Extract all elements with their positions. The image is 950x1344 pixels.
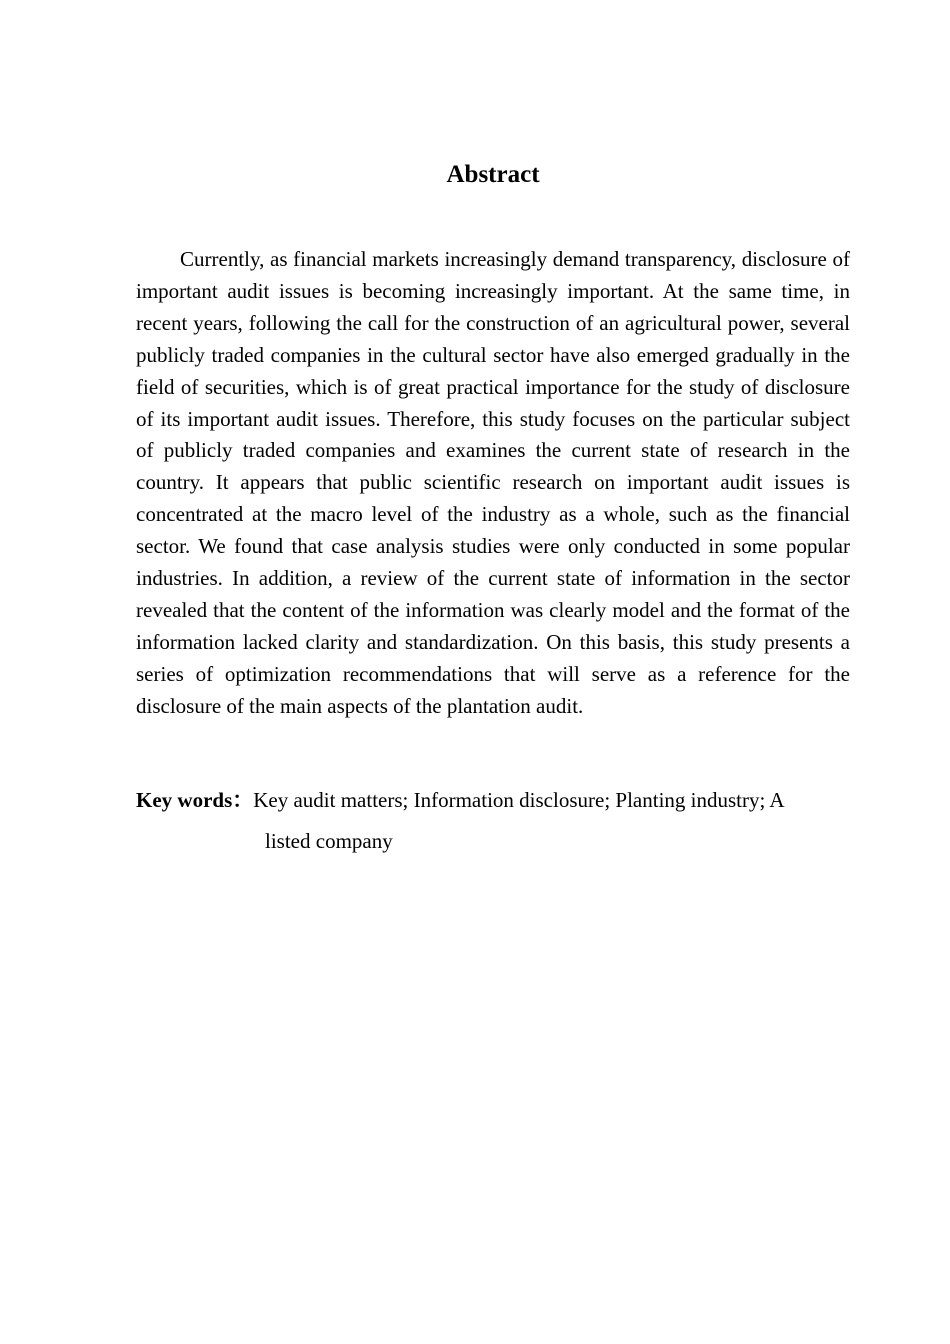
keywords-list-continued: listed company xyxy=(265,829,393,853)
abstract-paragraph: Currently, as financial markets increasingly demand transparency, disclosure of important audit issues is becoming increasingly important. At the same time, in recent years, following the call for the construction of an agricultural power, several publicly traded companies in the cultural sector have also emerged gradually in the field of securities, which is of great practical importance for the study of disclosure of its important audit issues. Therefore, this study focuses on the particular subject of publicly traded companies and examines the current state of research in the country. It appears that public scientific research on important audit issues is concentrated at the macro level of the industry as a whole, such as the financial sector. We found that case analysis studies were only conducted in some popular industries. In addition, a review of the current state of information in the sector revealed that the content of the information was clearly model and the format of the information lacked clarity and standardization. On this basis, this study presents a series of optimization recommendations that will serve as a reference for the disclosure of the main aspects of the plantation audit. xyxy=(136,247,850,718)
keywords-line xyxy=(136,784,850,816)
keywords-label: Key words： xyxy=(136,788,254,812)
page-title: Abstract xyxy=(446,161,540,188)
keywords-list: Key audit matters; Information disclosure; Planting industry; A xyxy=(253,788,785,812)
